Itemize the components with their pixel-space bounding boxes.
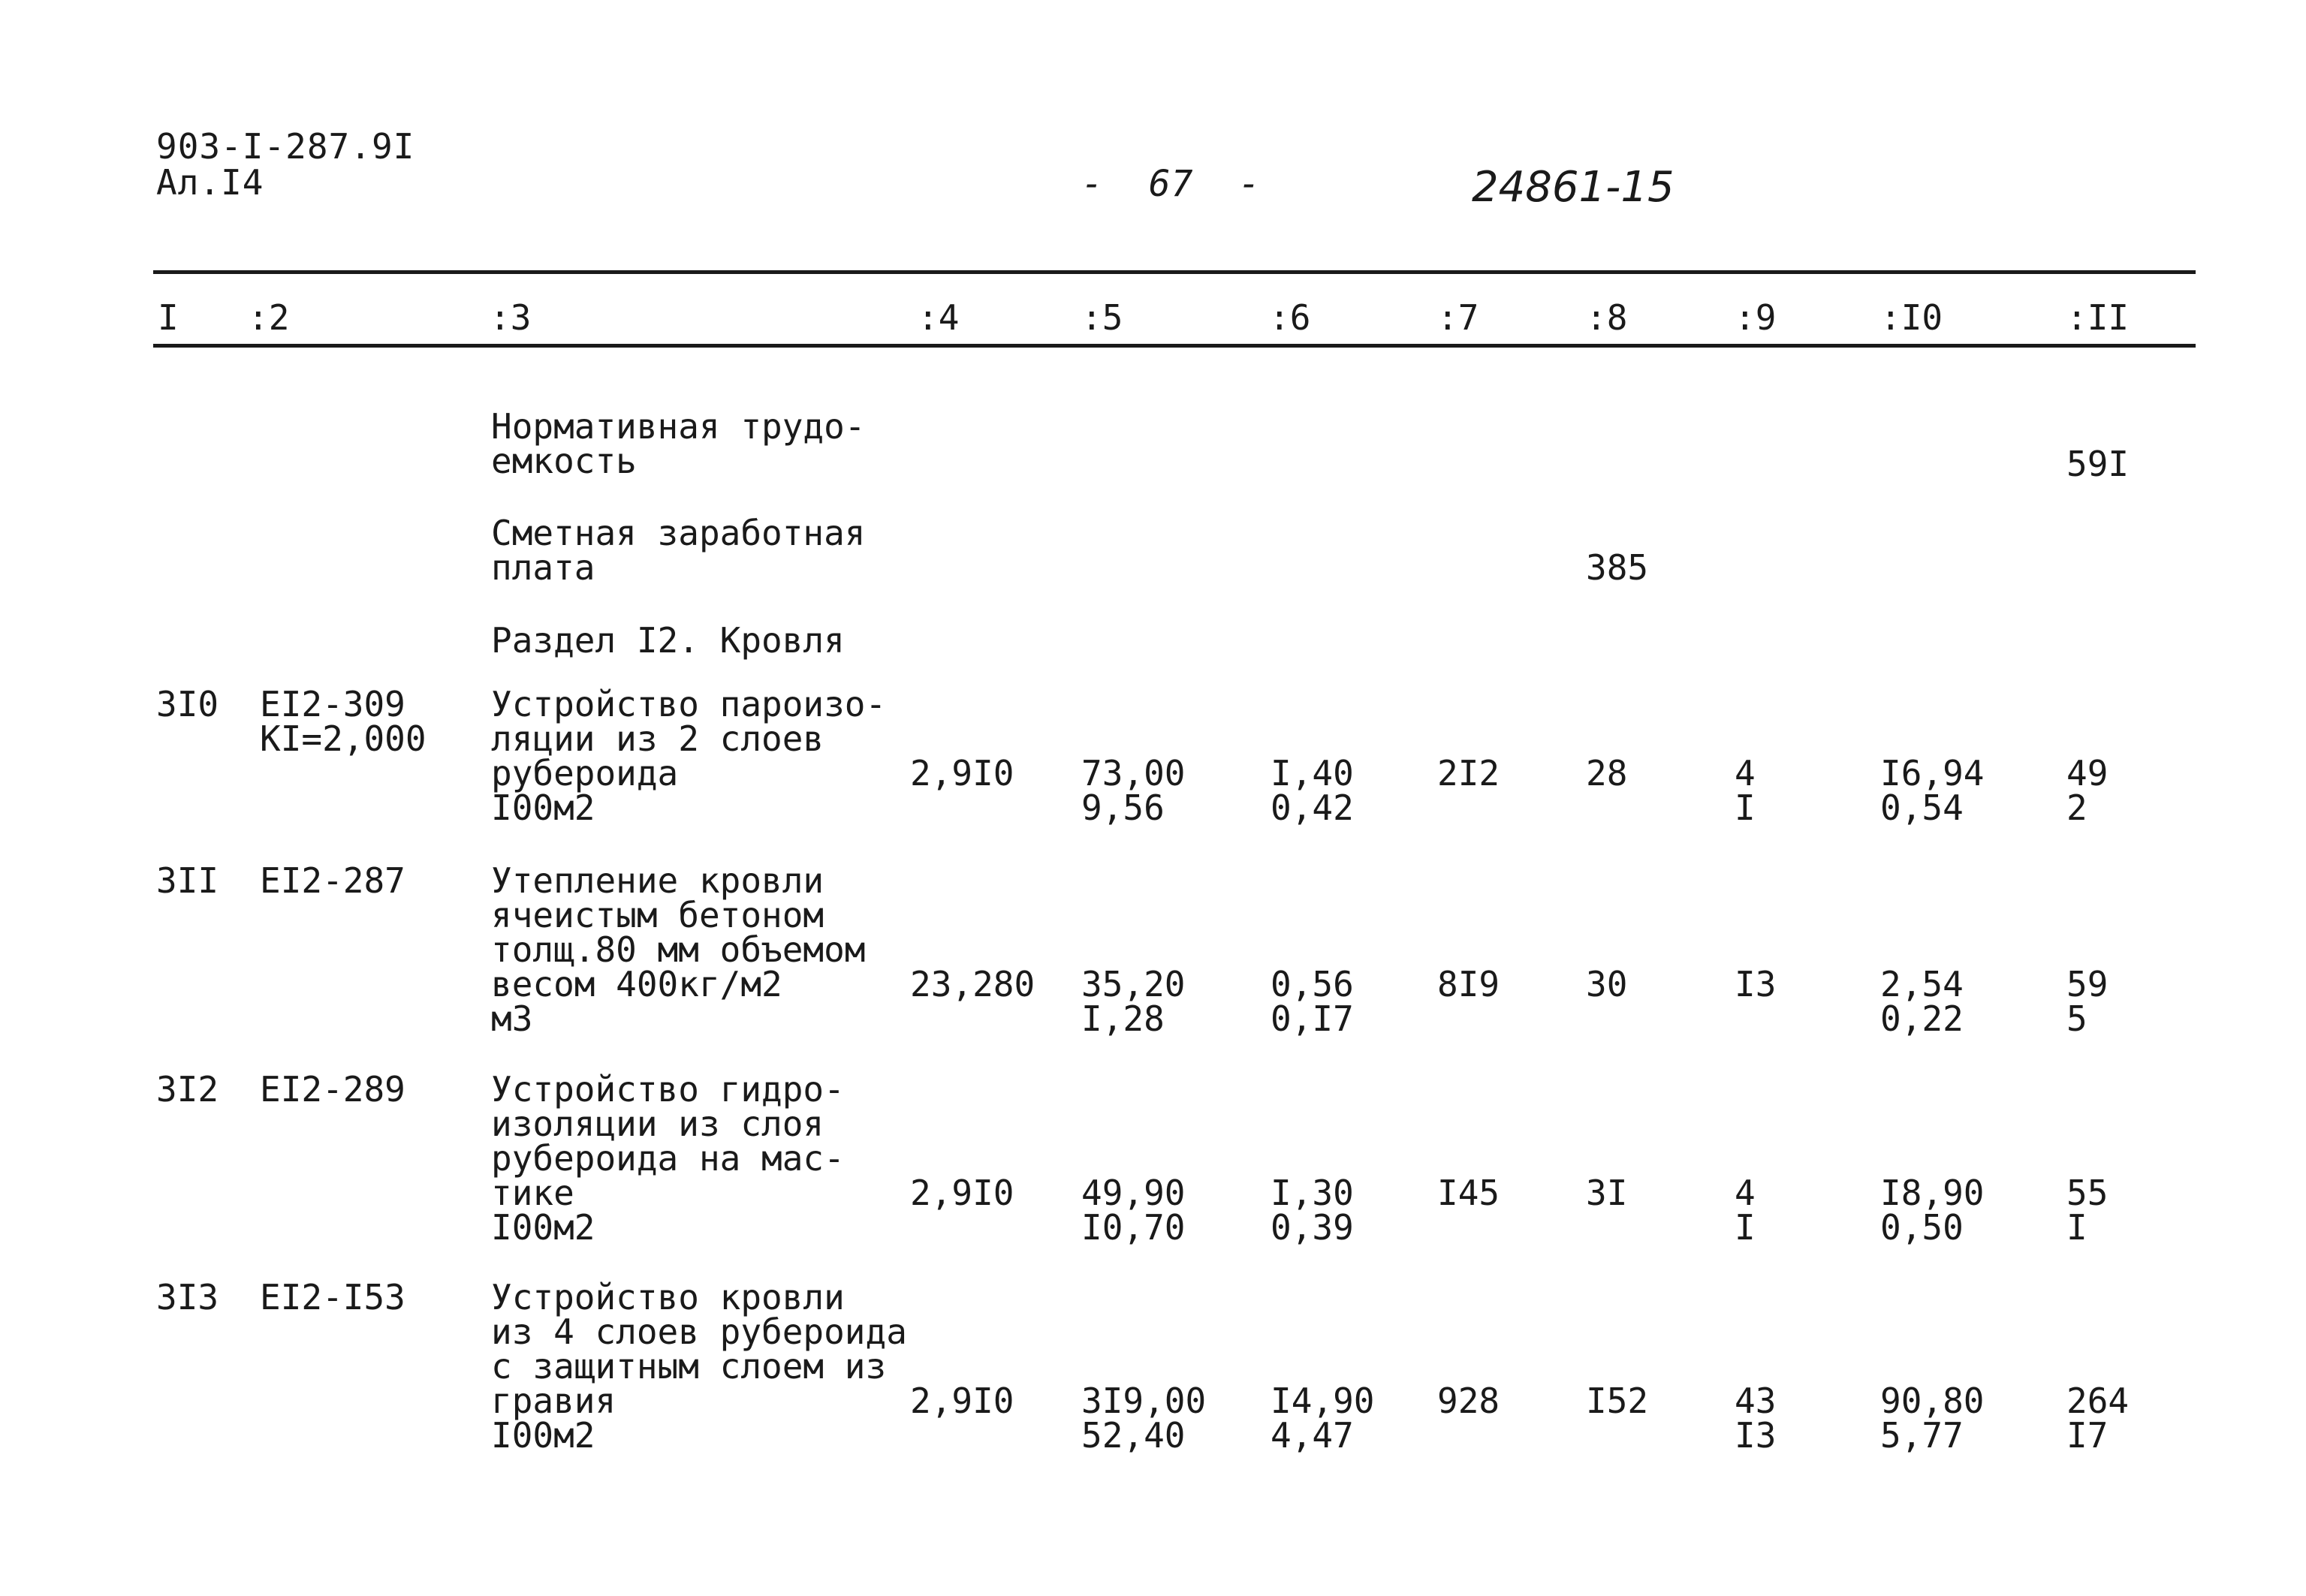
column-header-8: :8 <box>1586 297 1628 338</box>
row-col7: 928 <box>1437 1381 1500 1421</box>
labor-intensity-label: Нормативная трудо- емкость <box>491 406 866 481</box>
document-number: 24861-15 <box>1472 163 1674 212</box>
column-header-11: :II <box>2066 297 2130 338</box>
row-quantity: 2,9I0 <box>910 1173 1014 1213</box>
row-unit-cost: 49,90 I0,70 <box>1081 1173 1186 1248</box>
row-code: EI2-309 KI=2,000 <box>260 684 427 759</box>
row-col8: I52 <box>1586 1381 1649 1421</box>
row-col10: 2,54 0,22 <box>1880 964 1964 1039</box>
row-col7: 2I2 <box>1437 753 1500 793</box>
labor-intensity-value: 59I <box>2066 444 2130 484</box>
row-quantity: 2,9I0 <box>910 753 1014 793</box>
row-col10: I8,90 0,50 <box>1880 1173 1985 1248</box>
row-col9: 4 I <box>1735 1173 1756 1248</box>
row-col7: 8I9 <box>1437 964 1500 1004</box>
row-unit-cost: 35,20 I,28 <box>1081 964 1186 1039</box>
column-header-7: :7 <box>1437 297 1479 338</box>
row-col10: I6,94 0,54 <box>1880 753 1985 828</box>
row-col11: 59 5 <box>2066 964 2109 1039</box>
row-description: Устройство гидро- изоляции из слоя рубероида на мас- тике I00м2 <box>491 1069 845 1248</box>
row-code: EI2-289 <box>260 1069 405 1110</box>
column-header-5: :5 <box>1081 297 1123 338</box>
page-number: - 67 - <box>1081 163 1262 205</box>
row-col9: 4 I <box>1735 753 1756 828</box>
column-header-4: :4 <box>918 297 960 338</box>
row-col9: 43 I3 <box>1735 1381 1777 1456</box>
row-number: 3I0 <box>156 684 219 724</box>
row-quantity: 2,9I0 <box>910 1381 1014 1421</box>
row-col9: I3 <box>1735 964 1777 1004</box>
row-unit-cost: 3I9,00 52,40 <box>1081 1381 1207 1456</box>
row-number: 3I2 <box>156 1069 219 1110</box>
row-col7: I45 <box>1437 1173 1500 1213</box>
row-col11: 49 2 <box>2066 753 2109 828</box>
row-col6: 0,56 0,I7 <box>1271 964 1354 1039</box>
row-code: EI2-287 <box>260 860 405 901</box>
column-header-1: I <box>158 297 179 338</box>
column-header-6: :6 <box>1269 297 1311 338</box>
row-number: 3I3 <box>156 1277 219 1317</box>
row-col11: 55 I <box>2066 1173 2109 1248</box>
row-description: Устройство пароизо- ляции из 2 слоев рубероида I00м2 <box>491 684 887 828</box>
column-header-10: :I0 <box>1880 297 1943 338</box>
top-rule <box>153 270 2196 274</box>
section-title: Раздел I2. Кровля <box>491 620 845 661</box>
row-col11: 264 I7 <box>2066 1381 2130 1456</box>
header-rule <box>153 344 2196 348</box>
sheet-number: Ал.I4 <box>156 162 264 203</box>
row-number: 3II <box>156 860 219 901</box>
row-col8: 3I <box>1586 1173 1628 1213</box>
row-code: EI2-I53 <box>260 1277 405 1317</box>
row-col6: I4,90 4,47 <box>1271 1381 1375 1456</box>
row-col8: 28 <box>1586 753 1628 793</box>
row-col6: I,30 0,39 <box>1271 1173 1354 1248</box>
row-quantity: 23,280 <box>910 964 1035 1004</box>
row-description: Утепление кровли ячеистым бетоном толщ.80 мм объемом весом 400кг/м2 м3 <box>491 860 866 1039</box>
project-code: 903-I-287.9I <box>156 126 415 167</box>
row-col8: 30 <box>1586 964 1628 1004</box>
estimated-wage-label: Сметная заработная плата <box>491 513 866 588</box>
column-header-2: :2 <box>248 297 290 338</box>
row-description: Устройство кровли из 4 слоев рубероида с защитным слоем из гравия I00м2 <box>491 1277 907 1456</box>
row-col10: 90,80 5,77 <box>1880 1381 1985 1456</box>
column-header-3: :3 <box>490 297 532 338</box>
column-header-9: :9 <box>1735 297 1777 338</box>
row-unit-cost: 73,00 9,56 <box>1081 753 1186 828</box>
estimated-wage-value: 385 <box>1586 547 1649 588</box>
row-col6: I,40 0,42 <box>1271 753 1354 828</box>
